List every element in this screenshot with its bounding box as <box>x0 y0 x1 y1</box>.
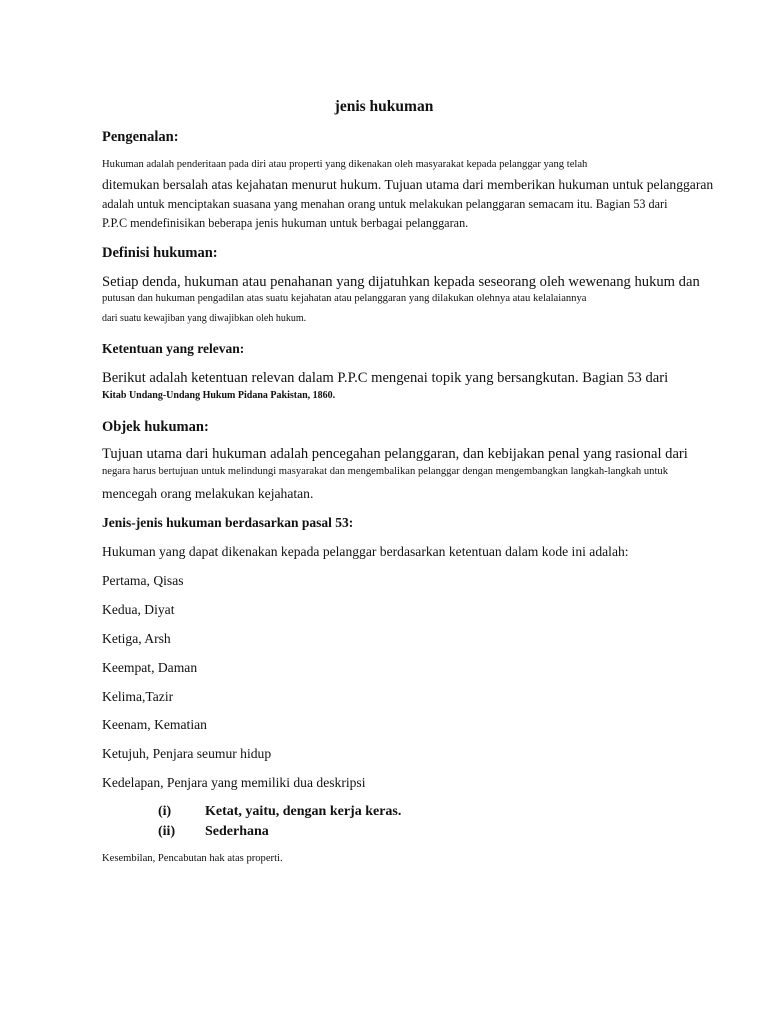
definisi-line-3: dari suatu kewajiban yang diwajibkan oleh hukum. <box>102 313 307 324</box>
heading-jenis: Jenis-jenis hukuman berdasarkan pasal 53: <box>102 515 354 530</box>
objek-line-3: mencegah orang melakukan kejahatan. <box>102 486 314 501</box>
definisi-line-1: Setiap denda, hukuman atau penahanan yang dijatuhkan kepada seseorang oleh wewenang hukum dan <box>102 274 700 290</box>
list-item: Ketujuh, Penjara seumur hidup <box>102 746 272 761</box>
list-item: Pertama, Qisas <box>102 573 184 588</box>
jenis-intro: Hukuman yang dapat dikenakan kepada pelanggar berdasarkan ketentuan dalam kode ini adalah: <box>102 544 629 559</box>
heading-pengenalan: Pengenalan: <box>102 129 179 145</box>
pengenalan-line-2: ditemukan bersalah atas kejahatan menurut hukum. Tujuan utama dari memberikan hukuman untuk pelanggaran <box>102 177 714 192</box>
subitem-numeral: (ii) <box>158 824 176 839</box>
ketentuan-line-1: Berikut adalah ketentuan relevan dalam P.P.C mengenai topik yang bersangkutan. Bagian 53 dari <box>102 370 669 386</box>
list-item: Ketiga, Arsh <box>102 631 171 646</box>
objek-line-1: Tujuan utama dari hukuman adalah pencegahan pelanggaran, dan kebijakan penal yang rasional dari <box>102 446 688 462</box>
definisi-line-2: putusan dan hukuman pengadilan atas suatu kejahatan atau pelanggaran yang dilakukan olehnya atau kelalaiannya <box>102 293 587 304</box>
list-item-last: Kesembilan, Pencabutan hak atas properti. <box>102 853 283 864</box>
document-title: jenis hukuman <box>334 98 434 115</box>
heading-definisi: Definisi hukuman: <box>102 245 218 261</box>
list-item: Kedelapan, Penjara yang memiliki dua deskripsi <box>102 775 366 790</box>
list-item: Kedua, Diyat <box>102 602 175 617</box>
subitem-text: Ketat, yaitu, dengan kerja keras. <box>205 804 402 819</box>
objek-line-2: negara harus bertujuan untuk melindungi masyarakat dan mengembalikan pelanggar dengan mengembangkan langkah-langkah untuk <box>102 466 668 477</box>
list-item: Kelima,Tazir <box>102 689 174 704</box>
subitem-numeral: (i) <box>158 804 172 819</box>
pengenalan-line-1: Hukuman adalah penderitaan pada diri atau properti yang dikenakan oleh masyarakat kepada pelanggar yang telah <box>102 159 588 170</box>
heading-ketentuan: Ketentuan yang relevan: <box>102 341 245 356</box>
subitem-text: Sederhana <box>205 824 269 839</box>
pengenalan-line-3: adalah untuk menciptakan suasana yang menahan orang untuk melakukan pelanggaran semacam itu. Bagian 53 dari <box>102 197 668 211</box>
heading-objek: Objek hukuman: <box>102 419 209 435</box>
pengenalan-line-4: P.P.C mendefinisikan beberapa jenis hukuman untuk berbagai pelanggaran. <box>102 216 469 230</box>
ketentuan-line-2: Kitab Undang-Undang Hukum Pidana Pakistan, 1860. <box>102 390 336 401</box>
list-item: Keenam, Kematian <box>102 717 207 732</box>
list-item: Keempat, Daman <box>102 660 198 675</box>
